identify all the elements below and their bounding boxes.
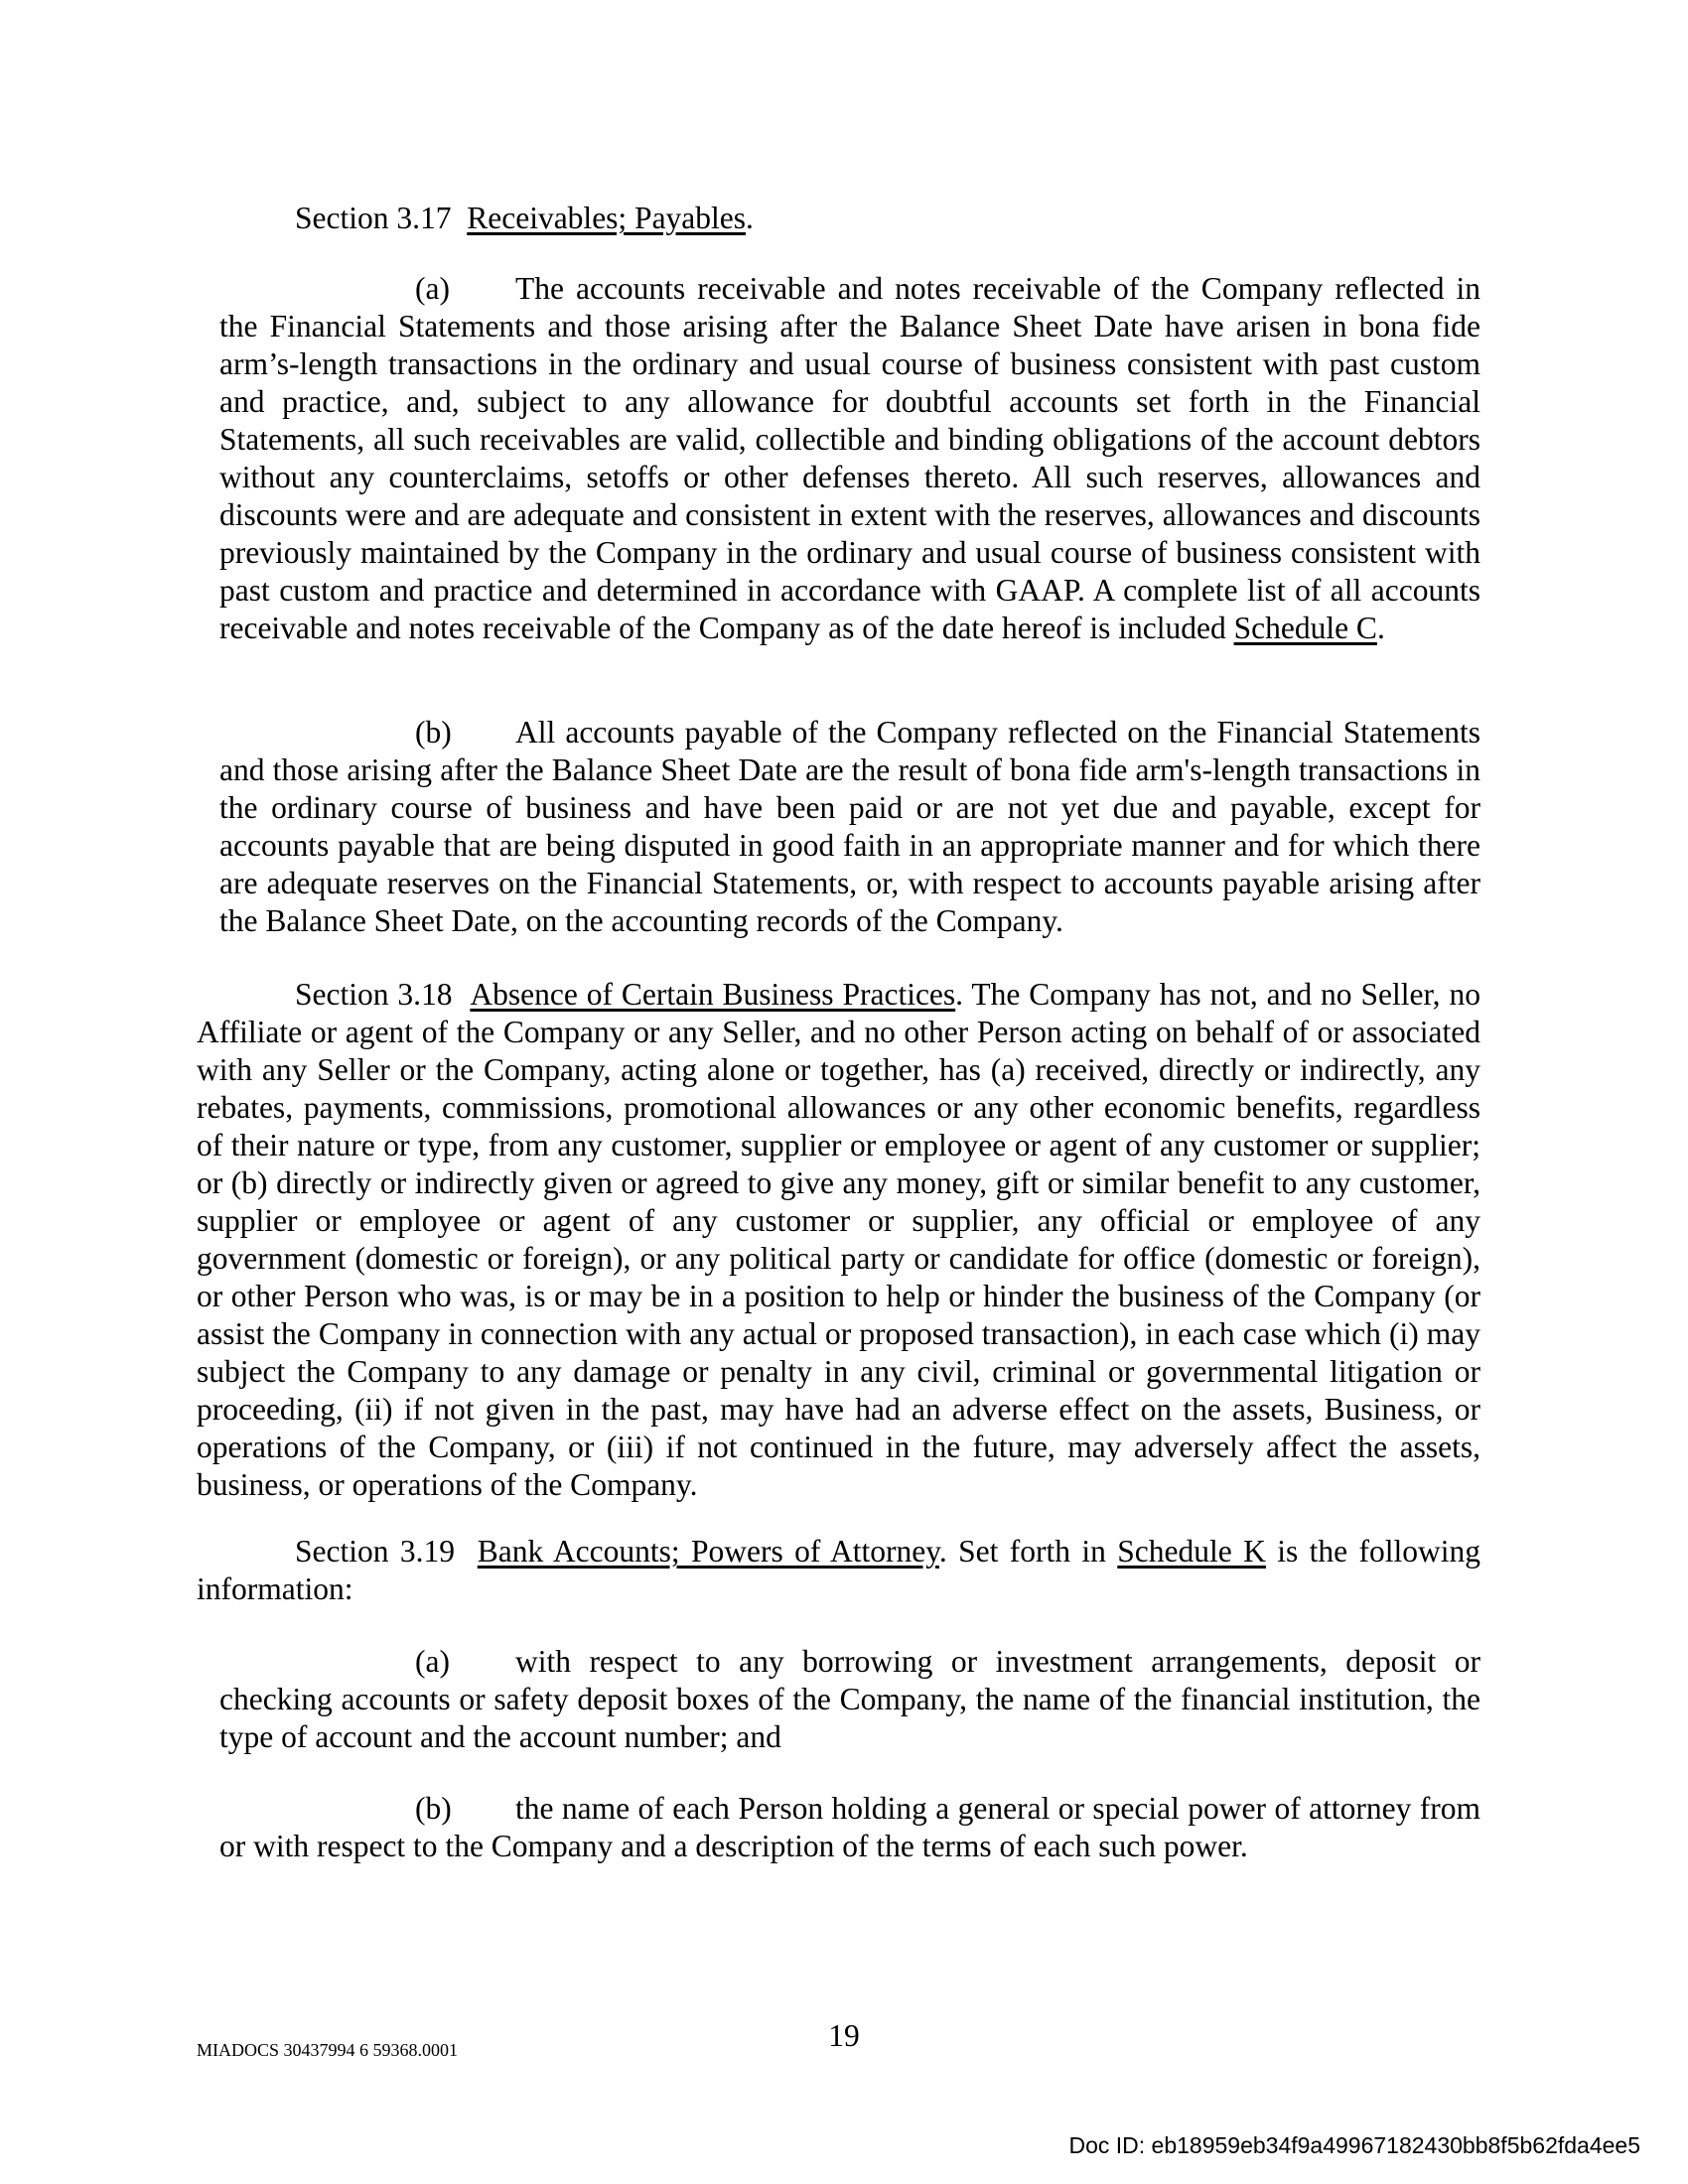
page-number: 19 [828, 2018, 860, 2053]
paragraph-3-17-b [219, 714, 1480, 940]
paragraph-3-19-b [219, 1790, 1480, 1865]
paragraph-3-17-a: (a) The accounts receivable and notes receivable of the Company reflected in the Financial Statements and those arising after the Balance Sheet Date have arisen in bona fide arm’s-length transactions in the ordinary and usual course of business consistent with past custom and practice, and, subject to any allowance for doubtful accounts set forth in the Financial Statements, all such receivables are valid, collectible and binding obligations of the account debtors without any counterclaims, setoffs or other defenses thereto. All such reserves, allowances and discounts were and are adequate and consistent in extent with the reserves, allowances and discounts previously maintained by the Company in the ordinary and usual course of business consistent with past custom and practice and determined in accordance with GAAP. A complete list of all accounts receivable and notes receivable of the Company as of the date hereof is included Schedule C. [219, 271, 1480, 645]
clause-label: (b) [415, 715, 452, 750]
clause-label: (a) [415, 271, 450, 306]
schedule-c-reference: Schedule C [1233, 611, 1377, 645]
clause-text: the name of each Person holding a general or special power of attorney from or with respect to the Company and a description of the terms of each such power. [219, 1791, 1480, 1863]
section-title: Bank Accounts; Powers of Attorney [477, 1534, 939, 1569]
clause-text: All accounts payable of the Company reflected on the Financial Statements and those arising after the Balance Sheet Date are the result of bona fide arm's-length transactions in the ordinary course of business and have been paid or are not yet due and payable, except for accounts payable that are being disputed in good faith in an appropriate manner and for which there are adequate reserves on the Financial Statements, or, with respect to accounts payable arising after the Balance Sheet Date, on the accounting records of the Company. [219, 715, 1480, 938]
clause-label: (b) [415, 1791, 452, 1826]
section-title: Receivables; Payables [467, 201, 747, 235]
section-3-17-heading: Section 3.17 Receivables; Payables. [295, 201, 754, 235]
clause-label: (a) [415, 1644, 450, 1679]
section-text: . The Company has not, and no Seller, no Affiliate or agent of the Company or any Seller, and no other Person acting on behalf of or associated with any Seller or the Company, acting alone or together, has (a) received, directly or indirectly, any rebates, payments, commissions, promotional allowances or any other economic benefits, regardless of their nature or type, from any customer, supplier or employee or agent of any customer or supplier; or (b) directly or indirectly given or agreed to give any money, gift or similar benefit to any customer, supplier or employee or agent of any customer or supplier, any official or employee of any government (domestic or foreign), or any political party or candidate for office (domestic or foreign), or other Person who was, is or may be in a position to help or hinder the business of the Company (or assist the Company in connection with any actual or proposed transaction), in each case which (i) may subject the Company to any damage or penalty in any civil, criminal or governmental litigation or proceeding, (ii) if not given in the past, may have had an adverse effect on the assets, Business, or operations of the Company, or (iii) if not continued in the future, may adversely affect the assets, business, or operations of the Company. [197, 977, 1480, 1502]
section-3-19: Section 3.19 Bank Accounts; Powers of Attorney. Set forth in Schedule K is the following information: [197, 1534, 1480, 1606]
doc-id: Doc ID: eb18959eb34f9a49967182430bb8f5b62fda4ee5 [1068, 2132, 1640, 2158]
section-title: Absence of Certain Business Practices [470, 977, 956, 1012]
paragraph-3-19-a [219, 1643, 1480, 1756]
schedule-k-reference: Schedule K [1117, 1534, 1266, 1569]
clause-text: with respect to any borrowing or investment arrangements, deposit or checking accounts or safety deposit boxes of the Company, the name of the financial institution, the type of account and the account number; and [219, 1644, 1480, 1754]
section-number: Section 3.19 [295, 1534, 455, 1569]
clause-text: The accounts receivable and notes receivable of the Company reflected in the Financial Statements and those arising after the Balance Sheet Date have arisen in bona fide arm’s-length transactions in the ordinary and usual course of business consistent with past custom and practice, and, subject to any allowance for doubtful accounts set forth in the Financial Statements, all such receivables are valid, collectible and binding obligations of the account debtors without any counterclaims, setoffs or other defenses thereto. All such reserves, allowances and discounts were and are adequate and consistent in extent with the reserves, allowances and discounts previously maintained by the Company in the ordinary and usual course of business consistent with past custom and practice and determined in accordance with GAAP. A complete list of all accounts receivable and notes receivable of the Company as of the date hereof is included [219, 271, 1480, 645]
section-number: Section 3.18 [295, 977, 453, 1012]
document-reference: MIADOCS 30437994 6 59368.0001 [197, 2040, 459, 2060]
section-number: Section 3.17 [295, 201, 452, 235]
section-3-18 [197, 976, 1480, 1504]
